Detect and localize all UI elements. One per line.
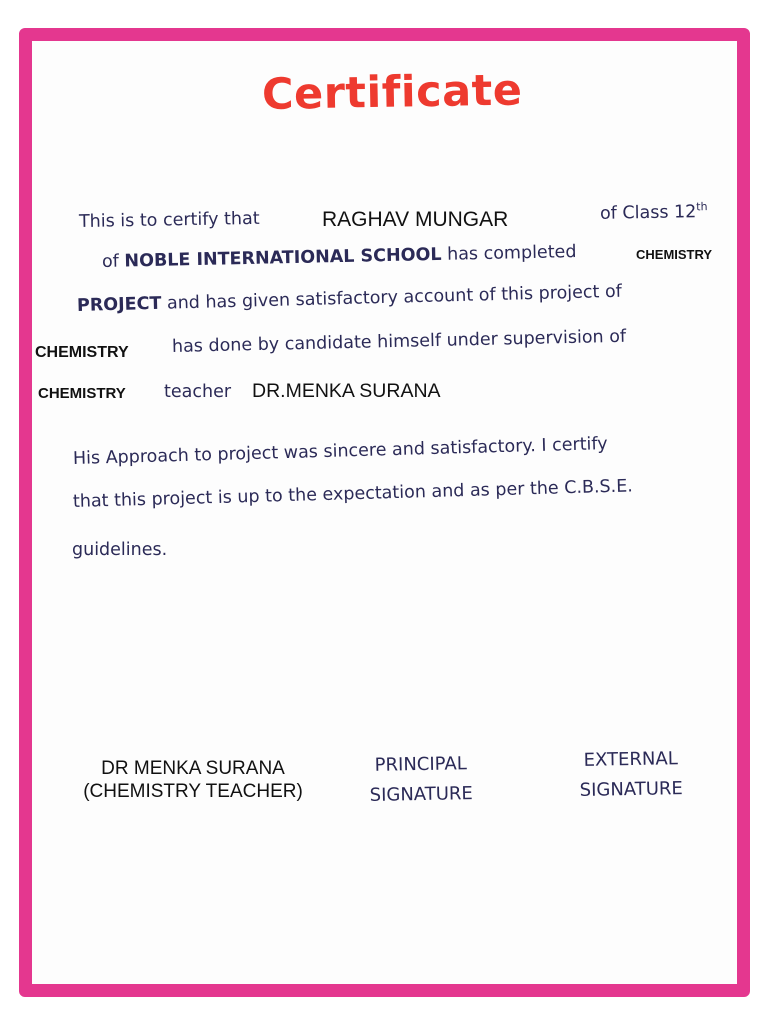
student-name-field: RAGHAV MUNGAR xyxy=(322,208,509,231)
approach-line-1: His Approach to project was sincere and satisfactory. I certify xyxy=(72,434,608,469)
principal-signature-block xyxy=(357,749,484,811)
subject-field-3: CHEMISTRY xyxy=(38,385,126,402)
certificate-border xyxy=(19,28,750,997)
approach-line-3: guidelines. xyxy=(72,540,168,560)
subject-field-2: CHEMISTRY xyxy=(35,344,129,361)
class-label: of Class 12 xyxy=(599,202,697,224)
certify-line-5 xyxy=(164,382,231,402)
certificate-title: Certificate xyxy=(261,65,523,120)
teacher-signature-role: (CHEMISTRY TEACHER) xyxy=(83,781,303,802)
external-signature-label: SIGNATURE xyxy=(579,778,683,801)
satisfactory-account-text: and has given satisfactory account of this project of xyxy=(166,281,623,314)
external-label: EXTERNAL xyxy=(583,748,678,771)
teacher-signature-block xyxy=(48,757,338,803)
external-signature-block xyxy=(565,744,696,806)
project-word: PROJECT xyxy=(76,293,162,316)
teacher-word: teacher xyxy=(164,382,232,402)
of-word: of xyxy=(101,251,120,272)
certify-intro-text: This is to certify that xyxy=(78,208,260,232)
class-text xyxy=(600,200,708,224)
principal-signature-label: SIGNATURE xyxy=(369,783,473,806)
school-name: NOBLE INTERNATIONAL SCHOOL xyxy=(124,244,442,272)
teacher-name-field: DR.MENKA SURANA xyxy=(252,380,441,402)
principal-label: PRINCIPAL xyxy=(374,753,467,776)
certify-line-1 xyxy=(79,209,260,232)
approach-line-2: that this project is up to the expectation and as per the C.B.S.E. xyxy=(72,476,634,512)
class-superscript: th xyxy=(696,200,708,214)
supervision-text: has done by candidate himself under supervision of xyxy=(171,326,627,357)
teacher-signature-name: DR MENKA SURANA xyxy=(101,758,285,779)
completed-text: has completed xyxy=(446,242,577,265)
subject-field-1: CHEMISTRY xyxy=(636,247,713,262)
